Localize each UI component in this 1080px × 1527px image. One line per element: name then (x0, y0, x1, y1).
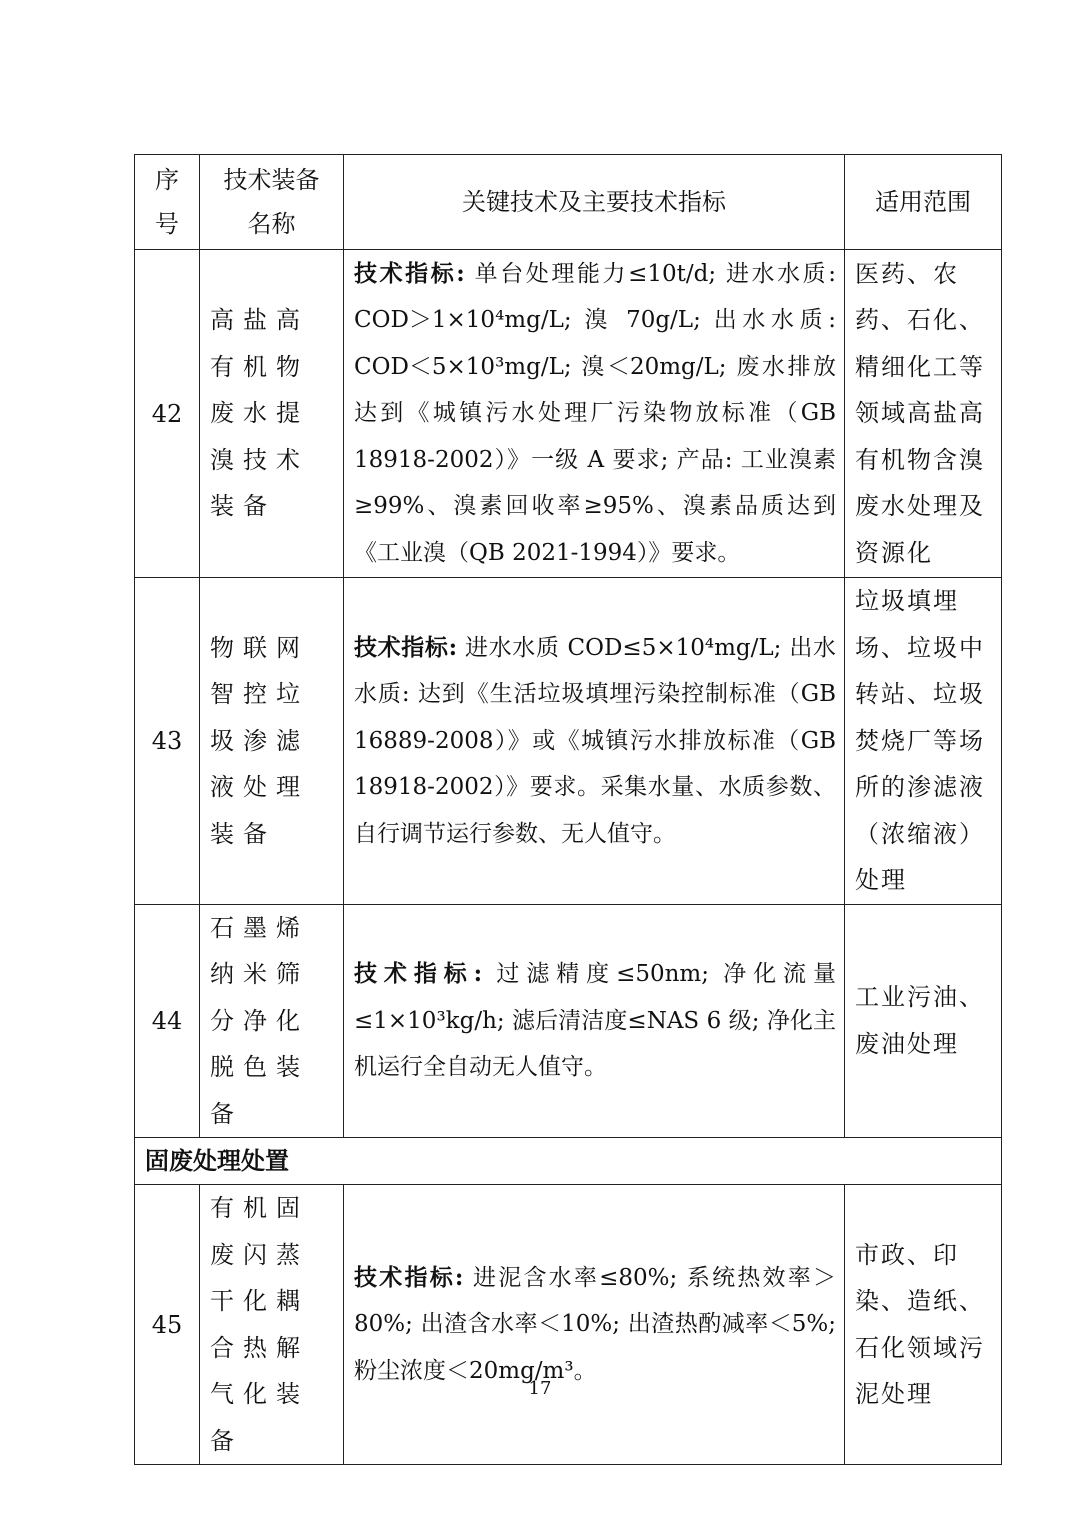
header-name-line1: 技术装备 (223, 166, 320, 194)
table-header-row (135, 155, 1002, 250)
table-row (135, 578, 1002, 905)
section-title: 固废处理处置 (135, 1138, 1002, 1185)
indicator-text: 单台处理能力≤10t/d; 进水水质: COD＞1×10⁴mg/L; 溴 70g/L; 出水水质: COD＜5×10³mg/L; 溴＜20mg/L; 废水排放达到《城镇污水处理厂污染物放标准（GB 18918-2002）》一级 A 要求; 产品: 工业溴素≥99%、溴素回收率≥95%、溴素品质达到《工业溴（QB 2021-1994）》要求。 (354, 260, 836, 566)
row-number: 43 (135, 578, 200, 905)
key-indicators (344, 904, 845, 1138)
section-row (135, 1138, 1002, 1185)
key-indicators (344, 250, 845, 578)
indicator-text: 过滤精度≤50nm; 净化流量≤1×10³kg/h; 滤后清洁度≤NAS 6 级; 净化主机运行全自动无人值守。 (354, 961, 836, 1080)
header-no-line1: 序 (155, 166, 179, 194)
row-number: 45 (135, 1185, 200, 1465)
key-indicators (344, 578, 845, 905)
header-no (135, 155, 200, 250)
indicator-label: 技术指标: (354, 1263, 464, 1291)
row-number: 42 (135, 250, 200, 578)
indicator-label: 技术指标: (354, 633, 458, 661)
indicator-label: 技术指标: (354, 960, 483, 987)
equipment-table (134, 154, 1002, 1465)
equipment-name: 石墨烯纳米筛分净化脱色装备 (200, 904, 344, 1138)
equipment-name: 高盐高有机物废水提溴技术装备 (200, 250, 344, 578)
row-number: 44 (135, 904, 200, 1138)
indicator-text: 进泥含水率≤80%; 系统热效率＞80%; 出渣含水率＜10%; 出渣热酌减率＜5%; 粉尘浓度＜20mg/m³。 (354, 1264, 837, 1384)
header-name-line2: 名称 (247, 210, 296, 238)
key-indicators (344, 1185, 845, 1465)
header-name (200, 155, 344, 250)
page-number: 17 (528, 1378, 552, 1399)
header-scope: 适用范围 (845, 155, 1002, 250)
application-scope: 垃圾填埋场、垃圾中转站、垃圾焚烧厂等场所的渗滤液（浓缩液）处理 (845, 578, 1002, 905)
equipment-name: 物联网智控垃圾渗滤液处理装备 (200, 578, 344, 905)
header-key: 关键技术及主要技术指标 (344, 155, 845, 250)
indicator-text: 进水水质 COD≤5×10⁴mg/L; 出水水质: 达到《生活垃圾填埋污染控制标准（GB 16889-2008）》或《城镇污水排放标准（GB 18918-2002）》要求。采集水量、水质参数、自行调节运行参数、无人值守。 (354, 634, 836, 847)
indicator-label: 技术指标: (354, 259, 465, 287)
table-row (135, 904, 1002, 1138)
header-no-line2: 号 (155, 210, 179, 238)
equipment-name: 有机固废闪蒸干化耦合热解气化装备 (200, 1185, 344, 1465)
application-scope: 市政、印染、造纸、石化领域污泥处理 (845, 1185, 1002, 1465)
application-scope: 医药、农药、石化、精细化工等领域高盐高有机物含溴废水处理及资源化 (845, 250, 1002, 578)
table-row (135, 250, 1002, 578)
table-row (135, 1185, 1002, 1465)
application-scope: 工业污油、废油处理 (845, 904, 1002, 1138)
